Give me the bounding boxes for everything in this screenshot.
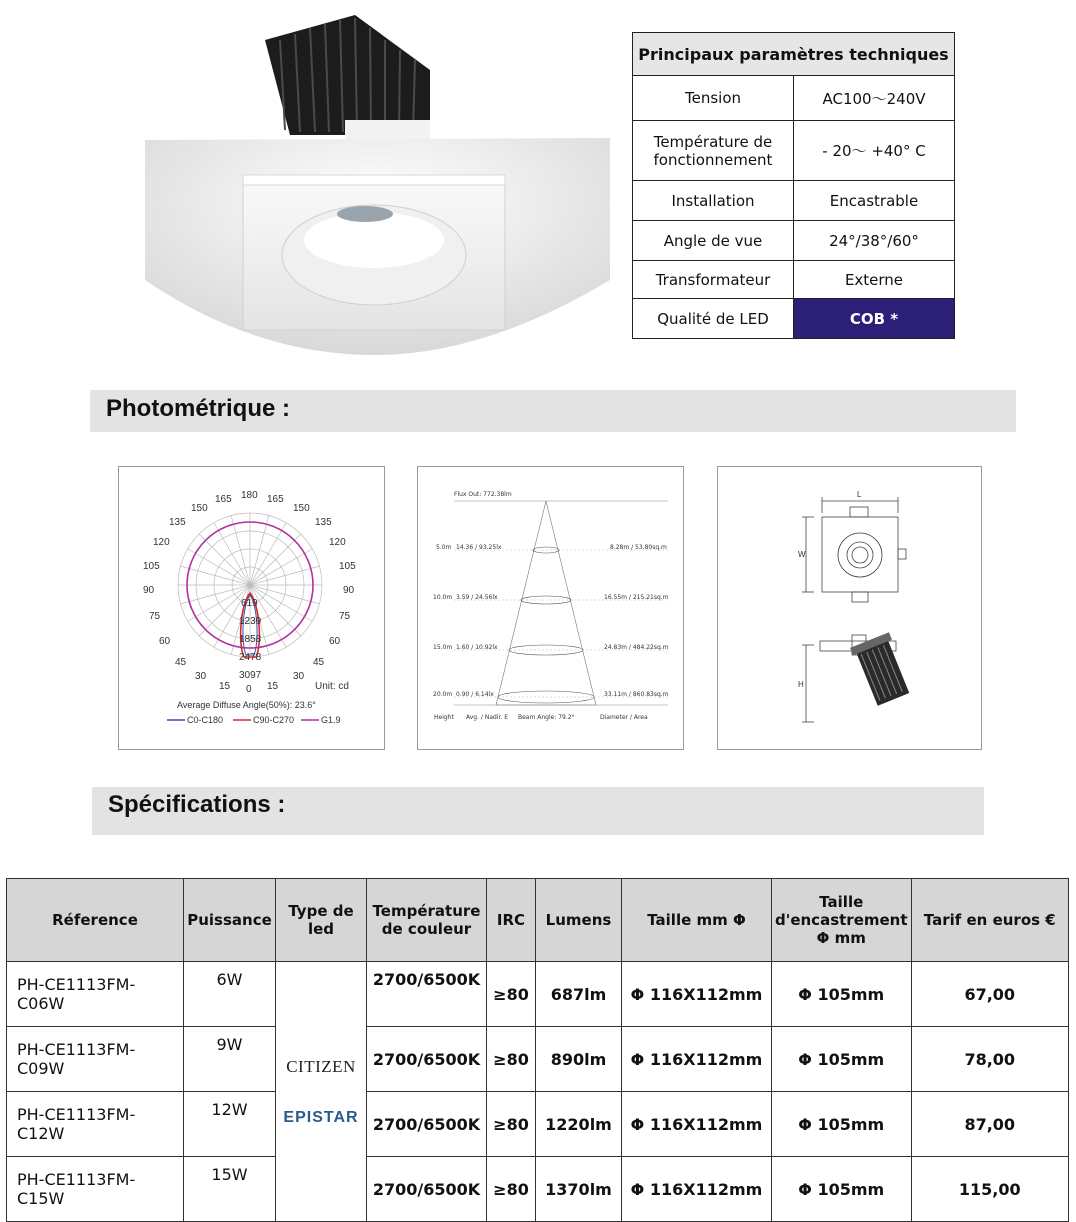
- width-label: W: [798, 550, 806, 559]
- beam-cone-panel: [417, 466, 684, 750]
- header-lumens: Lumens: [536, 879, 622, 962]
- diameter-label: 8.28m / 53.80sq.m: [610, 544, 667, 551]
- diameter-label: 33.11m / 860.83sq.m: [604, 691, 669, 698]
- polar-diagram: [119, 467, 384, 749]
- angle-label: 15: [267, 681, 279, 692]
- unit-label: Unit: cd: [315, 681, 349, 692]
- table-row: [7, 1092, 1069, 1157]
- cell-ref: PH-CE1113FM-C06W: [7, 962, 184, 1027]
- cell-ref: PH-CE1113FM-C12W: [7, 1092, 184, 1157]
- beam-cone-diagram: [418, 467, 683, 749]
- param-label: Température de fonctionnement: [633, 121, 794, 181]
- value-label: 619: [241, 598, 258, 609]
- value-label: 1858: [239, 634, 262, 645]
- height-label: 20.0m: [433, 691, 453, 698]
- cell-size: Φ 116X112mm: [622, 962, 772, 1027]
- cell-price: 87,00: [911, 1092, 1068, 1157]
- angle-label: 105: [339, 561, 356, 572]
- angle-label: 60: [159, 636, 171, 647]
- cell-ref: PH-CE1113FM-C15W: [7, 1157, 184, 1222]
- cell-temp: 2700/6500K: [367, 1157, 487, 1222]
- angle-label: 90: [143, 585, 155, 596]
- cell-temp: 2700/6500K: [367, 1092, 487, 1157]
- angle-label: 165: [215, 494, 232, 505]
- cell-irc: ≥80: [487, 1092, 536, 1157]
- angle-label: 75: [339, 611, 351, 622]
- cell-temp: 2700/6500K: [367, 962, 487, 1027]
- legend-c0: C0-C180: [187, 715, 224, 725]
- angle-label: 120: [329, 537, 346, 548]
- footer-label: Beam Angle: 79.2°: [518, 714, 575, 721]
- angle-label: 15: [219, 681, 231, 692]
- angle-label: 60: [329, 636, 341, 647]
- value-label: 2478: [239, 652, 262, 663]
- led-quality-value: COB *: [794, 299, 955, 339]
- specifications-table: [6, 878, 1069, 1222]
- photometrics-title: Photométrique :: [106, 395, 290, 422]
- angle-label: 30: [293, 671, 305, 682]
- height-label: H: [798, 680, 804, 689]
- illuminance-label: 3.59 / 24.56lx: [456, 594, 498, 601]
- footer-label: Avg. / Nadir. E: [466, 714, 509, 721]
- legend-c90: C90-C270: [253, 715, 295, 725]
- cell-size: Φ 116X112mm: [622, 1157, 772, 1222]
- angle-label: 0: [246, 684, 252, 695]
- param-value: AC100～240V: [794, 76, 955, 121]
- angle-180: 180: [241, 490, 258, 501]
- cell-cutout: Φ 105mm: [772, 1027, 912, 1092]
- epistar-logo: EPISTAR: [283, 1108, 359, 1126]
- cell-lumens: 890lm: [536, 1027, 622, 1092]
- header-color-temp: Température de couleur: [367, 879, 487, 962]
- header-power: Puissance: [184, 879, 276, 962]
- technical-parameters-table: [632, 32, 955, 339]
- illuminance-label: 1.60 / 10.92lx: [456, 644, 498, 651]
- param-value: - 20～ +40° C: [794, 121, 955, 181]
- length-label: L: [857, 490, 862, 499]
- cell-price: 67,00: [911, 962, 1068, 1027]
- diameter-label: 24.83m / 484.22sq.m: [604, 644, 669, 651]
- height-label: 15.0m: [433, 644, 453, 651]
- photometrics-section-bar: [90, 390, 1016, 432]
- specifications-section-bar: [92, 787, 984, 835]
- cell-price: 78,00: [911, 1027, 1068, 1092]
- param-value: 24°/38°/60°: [794, 221, 955, 261]
- flux-label: Flux Out: 772.38lm: [454, 491, 512, 498]
- param-label: Transformateur: [633, 261, 794, 299]
- header-size: Taille mm Φ: [622, 879, 772, 962]
- header-irc: IRC: [487, 879, 536, 962]
- angle-label: 45: [313, 657, 325, 668]
- cell-power: 12W: [184, 1092, 276, 1157]
- angle-label: 150: [191, 503, 208, 514]
- cell-lumens: 1370lm: [536, 1157, 622, 1222]
- cell-size: Φ 116X112mm: [622, 1092, 772, 1157]
- cell-power: 15W: [184, 1157, 276, 1222]
- dimension-drawing-panel: [717, 466, 982, 750]
- param-label: Angle de vue: [633, 221, 794, 261]
- cell-ref: PH-CE1113FM-C09W: [7, 1027, 184, 1092]
- dimension-drawing: [718, 467, 981, 749]
- cell-cutout: Φ 105mm: [772, 962, 912, 1027]
- legend-g: G1.9: [321, 715, 341, 725]
- cell-size: Φ 116X112mm: [622, 1027, 772, 1092]
- header-price: Tarif en euros €: [911, 879, 1068, 962]
- cell-power: 6W: [184, 962, 276, 1027]
- header-led-type: Type de led: [276, 879, 367, 962]
- cell-cutout: Φ 105mm: [772, 1092, 912, 1157]
- param-label: Installation: [633, 181, 794, 221]
- angle-label: 30: [195, 671, 207, 682]
- height-label: 10.0m: [433, 594, 453, 601]
- table-row: [7, 1157, 1069, 1222]
- angle-label: 90: [343, 585, 355, 596]
- value-label: 3097: [239, 670, 262, 681]
- cell-temp: 2700/6500K: [367, 1027, 487, 1092]
- header-cutout: Taille d'encastrement Φ mm: [772, 879, 912, 962]
- product-image: [145, 10, 610, 360]
- param-label: Qualité de LED: [633, 299, 794, 339]
- cell-price: 115,00: [911, 1157, 1068, 1222]
- angle-label: 135: [169, 517, 186, 528]
- value-label: 1239: [239, 616, 262, 627]
- cell-irc: ≥80: [487, 962, 536, 1027]
- illuminance-label: 0.90 / 6.14lx: [456, 691, 494, 698]
- table-row: [7, 1027, 1069, 1092]
- cell-lumens: 687lm: [536, 962, 622, 1027]
- diffuse-angle-caption: Average Diffuse Angle(50%): 23.6°: [177, 700, 316, 710]
- cell-led-brands: [276, 962, 367, 1222]
- angle-label: 45: [175, 657, 187, 668]
- citizen-logo: CITIZEN: [286, 1056, 356, 1076]
- table-row: [7, 962, 1069, 1027]
- angle-label: 75: [149, 611, 161, 622]
- angle-label: 150: [293, 503, 310, 514]
- cell-cutout: Φ 105mm: [772, 1157, 912, 1222]
- cell-power: 9W: [184, 1027, 276, 1092]
- cell-irc: ≥80: [487, 1027, 536, 1092]
- param-value: Externe: [794, 261, 955, 299]
- angle-label: 135: [315, 517, 332, 528]
- diameter-label: 16.55m / 215.21sq.m: [604, 594, 669, 601]
- cell-lumens: 1220lm: [536, 1092, 622, 1157]
- param-label: Tension: [633, 76, 794, 121]
- cell-irc: ≥80: [487, 1157, 536, 1222]
- param-value: Encastrable: [794, 181, 955, 221]
- footer-label: Diameter / Area: [600, 714, 648, 721]
- specifications-title: Spécifications :: [108, 791, 286, 818]
- polar-diagram-panel: [118, 466, 385, 750]
- parameters-title: Principaux paramètres techniques: [633, 33, 955, 76]
- height-label: 5.0m: [436, 544, 452, 551]
- angle-label: 165: [267, 494, 284, 505]
- illuminance-label: 14.36 / 93.25lx: [456, 544, 502, 551]
- angle-label: 120: [153, 537, 170, 548]
- angle-label: 105: [143, 561, 160, 572]
- header-reference: Réference: [7, 879, 184, 962]
- footer-label: Height: [434, 714, 454, 721]
